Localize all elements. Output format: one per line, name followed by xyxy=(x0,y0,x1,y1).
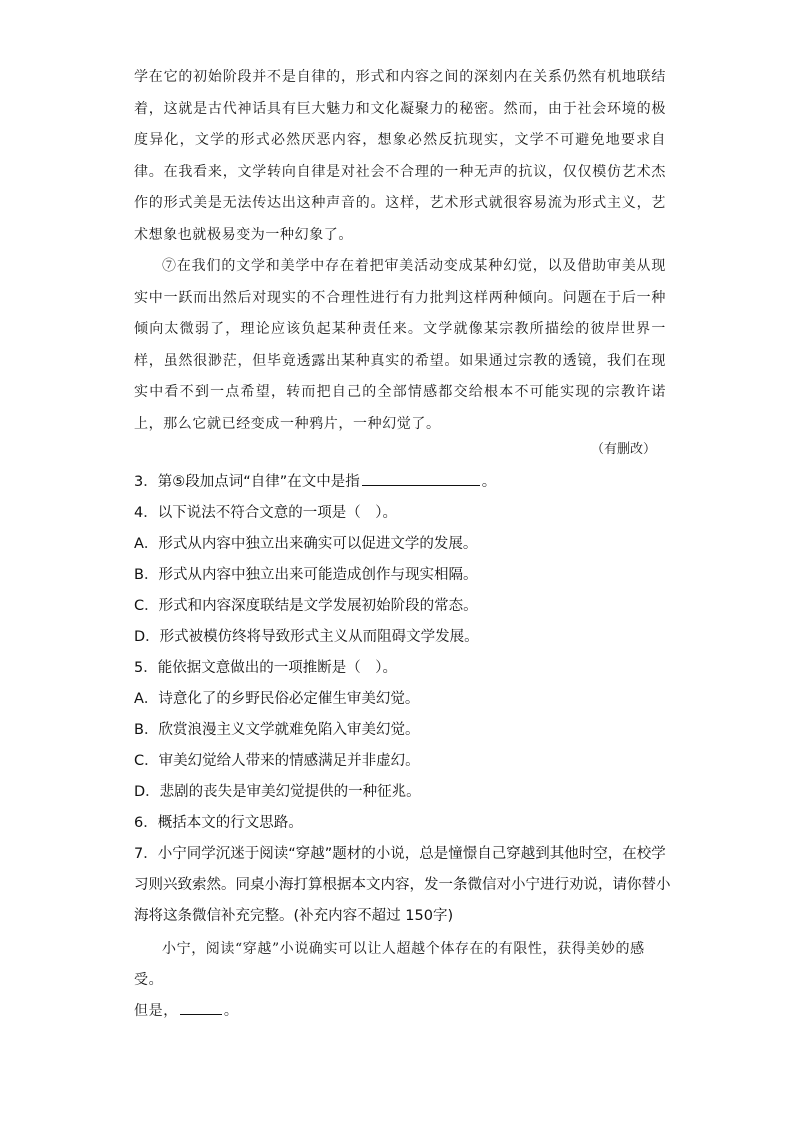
question-7-stem: 7．小宁同学沉迷于阅读“穿越”题材的小说，总是憧憬自己穿越到其他时空，在校学习则兴致索然。同桌小海打算根据本文内容，发一条微信对小宁进行劝说，请你替小海将这条微信补充完整。(补充内容不超过 150字) xyxy=(134,846,671,924)
question-5-option-a[interactable]: A．诗意化了的乡野民俗必定催生审美幻觉。 xyxy=(134,691,420,707)
wechat-message-draft xyxy=(134,934,666,1027)
question-5-option-b[interactable]: B．欣赏浪漫主义文学就难免陷入审美幻觉。 xyxy=(134,722,420,738)
passage-paragraph-7: ⑦在我们的文学和美学中存在着把审美活动变成某种幻觉，以及借助审美从现实中一跃而出然后对现实的不合理性进行有力批判这样两种倾向。问题在于后一种倾向太微弱了，理论应该负起某种责任来。文学就像某宗教所描绘的彼岸世界一样，虽然很渺茫，但毕竟透露出某种真实的希望。如果通过宗教的透镜，我们在现实中看不到一点希望，转而把自己的全部情感都交给根本不可能实现的宗教许诺上，那么它就已经变成一种鸦片，一种幻觉了。 xyxy=(134,258,666,432)
answer-blank-q7[interactable] xyxy=(180,999,222,1015)
passage-paragraph-continued: 学在它的初始阶段并不是自律的，形式和内容之间的深刻内在关系仍然有机地联结着，这就是古代神话具有巨大魅力和文化凝聚力的秘密。然而，由于社会环境的极度异化，文学的形式必然厌恶内容，想象必然反抗现实，文学不可避免地要求自律。在我看来，文学转向自律是对社会不合理的一种无声的抗议，仅仅模仿艺术杰作的形式美是无法传达出这种声音的。这样，艺术形式就很容易流为形式主义，艺术想象也就极易变为一种幻象了。 xyxy=(134,69,666,243)
answer-blank-q3[interactable] xyxy=(362,470,480,486)
question-3-text: 3．第⑤段加点词“自律”在文中是指 xyxy=(134,474,360,490)
question-4-option-a[interactable]: A．形式从内容中独立出来确实可以促进文学的发展。 xyxy=(134,536,478,552)
question-5-option-c[interactable]: C．审美幻觉给人带来的情感满足并非虚幻。 xyxy=(134,753,420,769)
question-4-option-b[interactable]: B．形式从内容中独立出来可能造成创作与现实相隔。 xyxy=(134,567,478,583)
question-3-end: 。 xyxy=(481,474,497,490)
question-4-option-d[interactable]: D．形式被模仿终将导致形式主义从而阻碍文学发展。 xyxy=(134,629,479,645)
message-line-2-start: 但是， xyxy=(134,1003,178,1019)
reading-passage xyxy=(134,62,666,440)
question-6-stem: 6．概括本文的行文思路。 xyxy=(134,815,303,831)
question-4-stem: 4．以下说法不符合文意的一项是（ ）。 xyxy=(134,505,397,521)
message-line-1: 小宁，阅读“穿越”小说确实可以让人超越个体存在的有限性，获得美妙的感受。 xyxy=(134,941,645,988)
message-line-2-end: 。 xyxy=(223,1003,239,1019)
question-4-option-c[interactable]: C．形式和内容深度联结是文学发展初始阶段的常态。 xyxy=(134,598,478,614)
message-line-2 xyxy=(134,996,666,1027)
question-list xyxy=(134,467,674,932)
question-5-option-d[interactable]: D．悲剧的丧失是审美幻觉提供的一种征兆。 xyxy=(134,784,421,800)
question-5-stem: 5．能依据文意做出的一项推断是（ ）。 xyxy=(134,660,397,676)
question-3 xyxy=(134,467,674,498)
source-note: （有删改） xyxy=(590,442,656,457)
